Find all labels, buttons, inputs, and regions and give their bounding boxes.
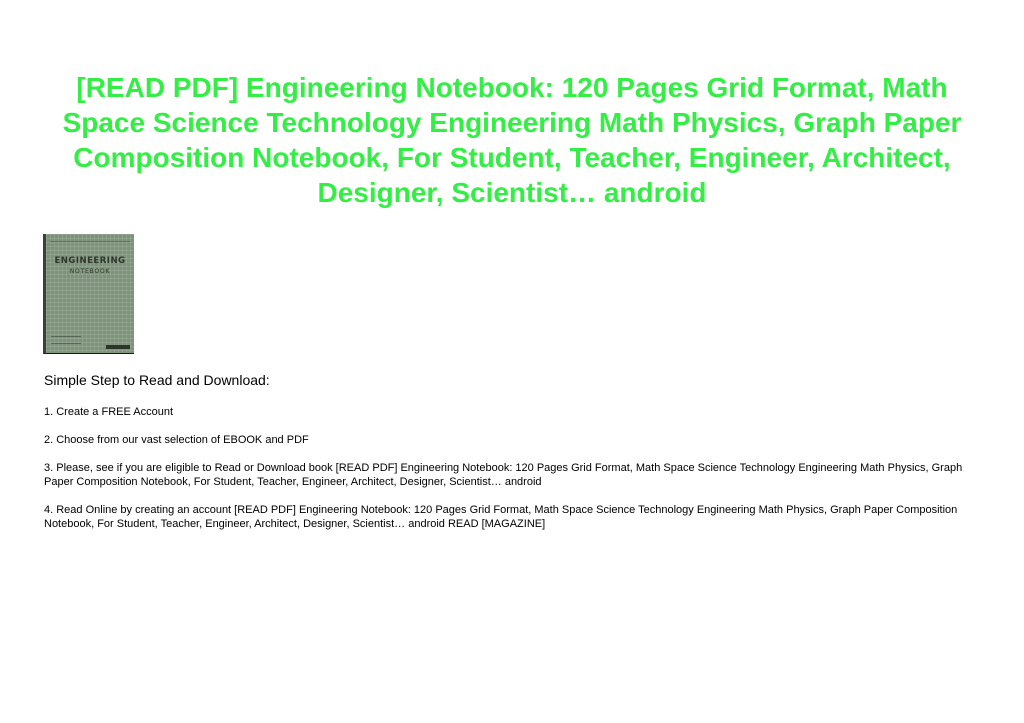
cover-title: ENGINEERING [54, 256, 126, 266]
cover-header-line [50, 237, 130, 242]
step-2: 2. Choose from our vast selection of EBOOK and PDF [44, 434, 309, 446]
cover-name-line [51, 343, 81, 344]
step-4: 4. Read Online by creating an account [READ PDF] Engineering Notebook: 120 Pages Grid Format, Math Space Science Technology Engineering Math Physics, Graph Paper Composition Notebook, For Student, Teacher, Engineer, Architect, Designer, Scientist… android READ [MAGAZINE] [44, 504, 958, 530]
step-3: 3. Please, see if you are eligible to Read or Download book [READ PDF] Engineering Notebook: 120 Pages Grid Format, Math Space Science Technology Engineering Math Physics, Graph Paper Composition Notebook, For Student, Teacher, Engineer, Architect, Designer, Scientist… android [44, 462, 963, 488]
cover-name-line [51, 336, 81, 337]
page-title: [READ PDF] Engineering Notebook: 120 Pages Grid Format, Math Space Science Technology Engineering Math Physics, Graph Paper Composition Notebook, For Student, Teacher, Engineer, Architect, Designer, Scientist… android [62, 72, 962, 208]
cover-brand-tag [106, 345, 130, 349]
steps-heading: Simple Step to Read and Download: [44, 372, 270, 388]
instructions [44, 372, 984, 545]
book-cover-image[interactable] [43, 234, 134, 354]
cover-subtitle: NOTEBOOK [69, 268, 111, 275]
step-1: 1. Create a FREE Account [44, 406, 174, 418]
